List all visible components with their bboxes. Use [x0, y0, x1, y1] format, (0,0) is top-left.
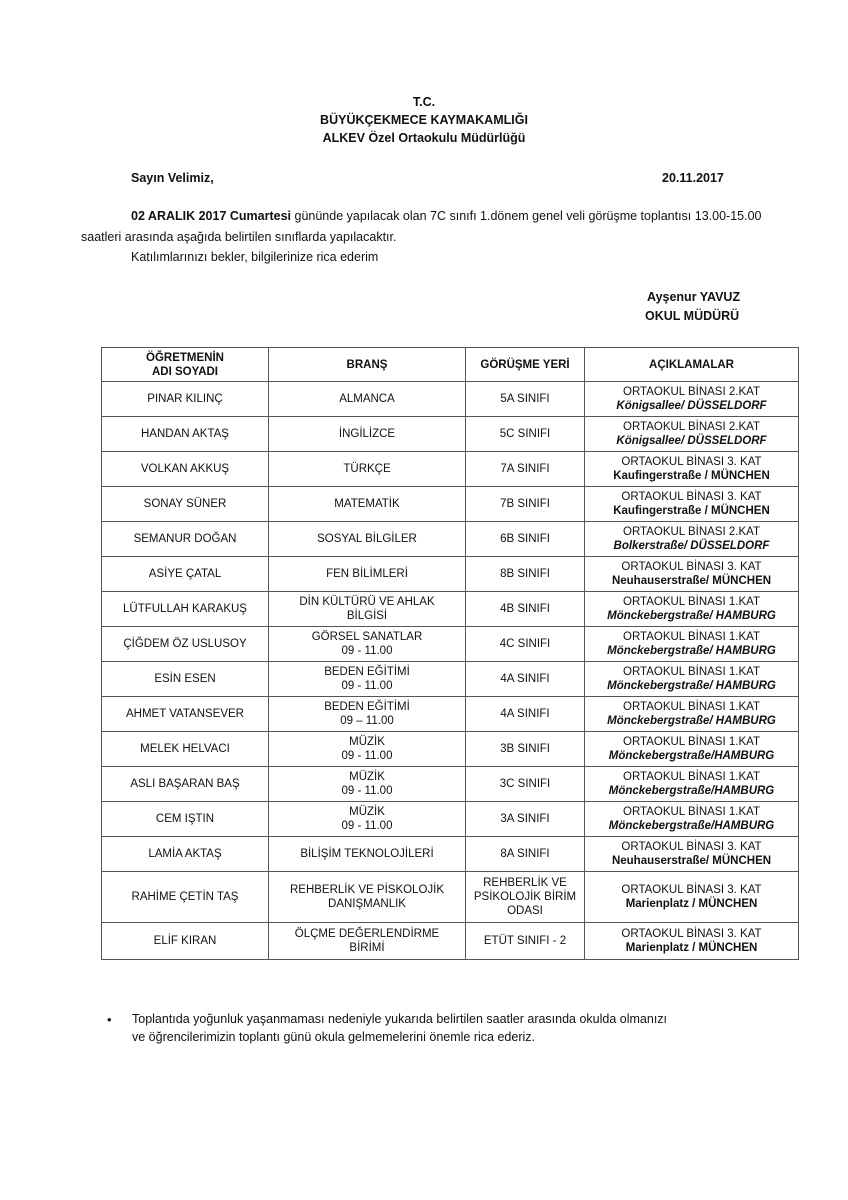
cell-room: 3B SINIFI [466, 732, 585, 767]
cell-branch: TÜRKÇE [269, 452, 466, 487]
table-row [102, 923, 799, 960]
cell-room: 7B SINIFI [466, 487, 585, 522]
cell-branch: SOSYAL BİLGİLER [269, 522, 466, 557]
header-kaymakamlik: BÜYÜKÇEKMECE KAYMAKAMLIĞI [320, 113, 528, 127]
table-row [102, 662, 799, 697]
cell-room: REHBERLİK VE PSİKOLOJİK BİRİM ODASI [466, 872, 585, 923]
cell-teacher: RAHİME ÇETİN TAŞ [102, 872, 269, 923]
body-line-1 [131, 209, 761, 223]
table-row [102, 592, 799, 627]
signature-title: OKUL MÜDÜRÜ [645, 309, 740, 323]
cell-notes: ORTAOKUL BİNASI 3. KAT Marienplatz / MÜNCHEN [585, 872, 799, 923]
table-row [102, 557, 799, 592]
cell-notes: ORTAOKUL BİNASI 1.KAT Mönckebergstraße/ HAMBURG [585, 662, 799, 697]
header-tc: T.C. [412, 95, 436, 109]
cell-teacher: ÇİĞDEM ÖZ USLUSOY [102, 627, 269, 662]
cell-branch: BEDEN EĞİTİMİ 09 - 11.00 [269, 662, 466, 697]
header-room: GÖRÜŞME YERİ [466, 348, 585, 382]
body-line-3: Katılımlarınızı bekler, bilgilerinize rica ederim [131, 250, 379, 264]
cell-branch: İNGİLİZCE [269, 417, 466, 452]
cell-room: 6B SINIFI [466, 522, 585, 557]
table-row [102, 697, 799, 732]
cell-notes: ORTAOKUL BİNASI 3. KAT Neuhauserstraße/ MÜNCHEN [585, 557, 799, 592]
cell-teacher: AHMET VATANSEVER [102, 697, 269, 732]
cell-teacher: LÜTFULLAH KARAKUŞ [102, 592, 269, 627]
cell-branch: MÜZİK 09 - 11.00 [269, 732, 466, 767]
cell-teacher: MELEK HELVACI [102, 732, 269, 767]
cell-teacher: VOLKAN AKKUŞ [102, 452, 269, 487]
table-row [102, 417, 799, 452]
cell-branch: ALMANCA [269, 382, 466, 417]
bullet-icon: • [107, 1012, 112, 1027]
cell-teacher: CEM IŞTIN [102, 802, 269, 837]
cell-notes: ORTAOKUL BİNASI 3. KAT Kaufingerstraße / MÜNCHEN [585, 452, 799, 487]
cell-branch: MÜZİK 09 - 11.00 [269, 767, 466, 802]
cell-branch: BEDEN EĞİTİMİ 09 – 11.00 [269, 697, 466, 732]
cell-notes: ORTAOKUL BİNASI 3. KAT Marienplatz / MÜNCHEN [585, 923, 799, 960]
cell-notes: ORTAOKUL BİNASI 1.KAT Mönckebergstraße/HAMBURG [585, 802, 799, 837]
header-school: ALKEV Özel Ortaokulu Müdürlüğü [322, 131, 526, 145]
meeting-table [101, 347, 799, 960]
cell-branch: REHBERLİK VE PİSKOLOJİK DANIŞMANLIK [269, 872, 466, 923]
cell-teacher: HANDAN AKTAŞ [102, 417, 269, 452]
table-row [102, 732, 799, 767]
cell-teacher: ASLI BAŞARAN BAŞ [102, 767, 269, 802]
cell-teacher: SEMANUR DOĞAN [102, 522, 269, 557]
header-notes: AÇIKLAMALAR [585, 348, 799, 382]
table-row [102, 487, 799, 522]
cell-room: 8A SINIFI [466, 837, 585, 872]
header-branch: BRANŞ [269, 348, 466, 382]
cell-notes: ORTAOKUL BİNASI 1.KAT Mönckebergstraße/ HAMBURG [585, 697, 799, 732]
cell-branch: MATEMATİK [269, 487, 466, 522]
body-line-2: saatleri arasında aşağıda belirtilen sınıflarda yapılacaktır. [81, 230, 397, 244]
table-row [102, 627, 799, 662]
table-row [102, 522, 799, 557]
cell-branch: BİLİŞİM TEKNOLOJİLERİ [269, 837, 466, 872]
cell-room: ETÜT SINIFI - 2 [466, 923, 585, 960]
cell-notes: ORTAOKUL BİNASI 2.KAT Königsallee/ DÜSSELDORF [585, 382, 799, 417]
cell-room: 3C SINIFI [466, 767, 585, 802]
cell-notes: ORTAOKUL BİNASI 2.KAT Königsallee/ DÜSSELDORF [585, 417, 799, 452]
table-header-row [102, 348, 799, 382]
cell-teacher: SONAY SÜNER [102, 487, 269, 522]
cell-notes: ORTAOKUL BİNASI 3. KAT Kaufingerstraße / MÜNCHEN [585, 487, 799, 522]
cell-notes: ORTAOKUL BİNASI 1.KAT Mönckebergstraße/ HAMBURG [585, 592, 799, 627]
cell-room: 4A SINIFI [466, 662, 585, 697]
cell-branch: MÜZİK 09 - 11.00 [269, 802, 466, 837]
cell-room: 5C SINIFI [466, 417, 585, 452]
letter-date: 20.11.2017 [662, 171, 724, 185]
cell-room: 7A SINIFI [466, 452, 585, 487]
cell-room: 4C SINIFI [466, 627, 585, 662]
cell-notes: ORTAOKUL BİNASI 1.KAT Mönckebergstraße/HAMBURG [585, 767, 799, 802]
meeting-date: 02 ARALIK 2017 Cumartesi [131, 209, 292, 223]
cell-teacher: PINAR KILINÇ [102, 382, 269, 417]
signature-name: Ayşenur YAVUZ [647, 290, 741, 304]
cell-room: 4B SINIFI [466, 592, 585, 627]
cell-notes: ORTAOKUL BİNASI 2.KAT Bolkerstraße/ DÜSSELDORF [585, 522, 799, 557]
cell-room: 4A SINIFI [466, 697, 585, 732]
table-row [102, 837, 799, 872]
cell-branch: FEN BİLİMLERİ [269, 557, 466, 592]
cell-teacher: ESİN ESEN [102, 662, 269, 697]
table-row [102, 452, 799, 487]
cell-teacher: LAMİA AKTAŞ [102, 837, 269, 872]
table-row [102, 802, 799, 837]
cell-branch: DİN KÜLTÜRÜ VE AHLAK BİLGİSİ [269, 592, 466, 627]
cell-notes: ORTAOKUL BİNASI 3. KAT Neuhauserstraße/ MÜNCHEN [585, 837, 799, 872]
cell-branch: GÖRSEL SANATLAR 09 - 11.00 [269, 627, 466, 662]
table-row [102, 382, 799, 417]
cell-notes: ORTAOKUL BİNASI 1.KAT Mönckebergstraße/HAMBURG [585, 732, 799, 767]
footer-note: Toplantıda yoğunluk yaşanmaması nedeniyle yukarıda belirtilen saatler arasında okulda olmanızı ve öğrencilerimizin toplantı günü okula gelmemelerini önemle rica ederiz. [132, 1012, 668, 1044]
table-row [102, 872, 799, 923]
table-row [102, 767, 799, 802]
cell-teacher: ELİF KIRAN [102, 923, 269, 960]
header-teacher: ÖĞRETMENİN ADI SOYADI [102, 348, 269, 382]
cell-branch: ÖLÇME DEĞERLENDİRME BİRİMİ [269, 923, 466, 960]
cell-room: 3A SINIFI [466, 802, 585, 837]
cell-teacher: ASİYE ÇATAL [102, 557, 269, 592]
cell-room: 8B SINIFI [466, 557, 585, 592]
salutation: Sayın Velimiz, [131, 171, 214, 185]
body-line-1-rest: gününde yapılacak olan 7C sınıfı 1.dönem genel veli görüşme toplantısı 13.00-15.00 [291, 209, 762, 223]
cell-room: 5A SINIFI [466, 382, 585, 417]
cell-notes: ORTAOKUL BİNASI 1.KAT Mönckebergstraße/ HAMBURG [585, 627, 799, 662]
